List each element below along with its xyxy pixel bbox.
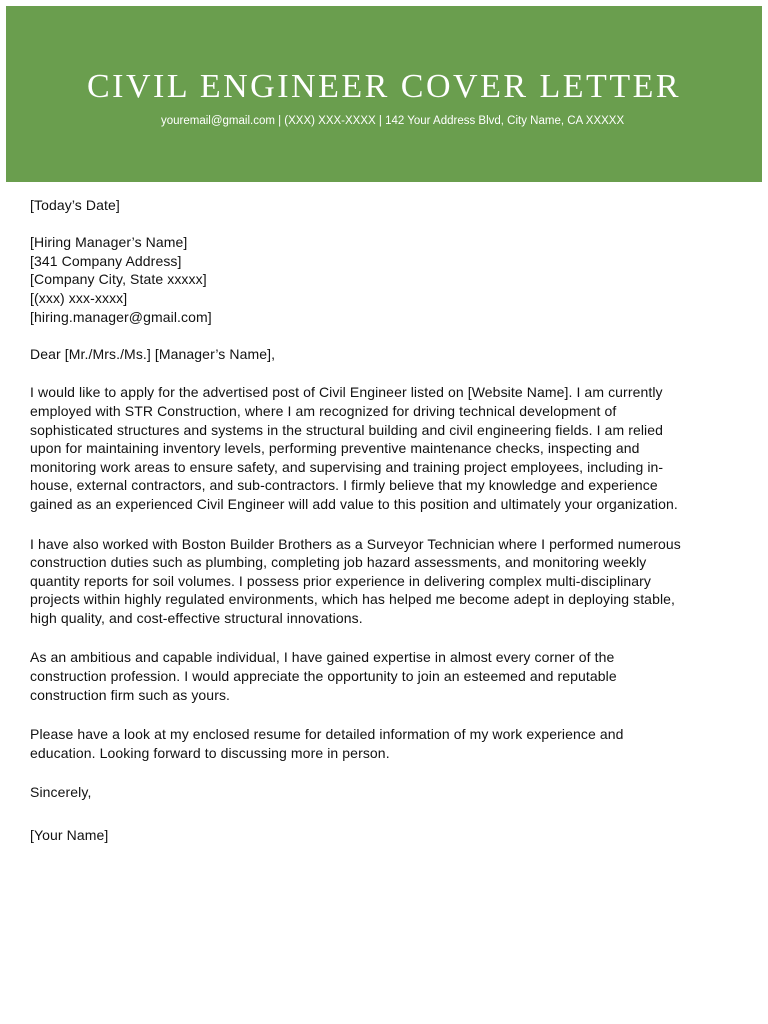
paragraph-line: I would like to apply for the advertised post of Civil Engineer listed on [Website Name]. I am currently bbox=[30, 384, 663, 401]
recipient-city-state: [Company City, State xxxxx] bbox=[30, 271, 207, 288]
paragraph-line: education. Looking forward to discussing more in person. bbox=[30, 744, 390, 761]
paragraph-line: construction profession. I would appreciate the opportunity to join an esteemed and reputable bbox=[30, 668, 617, 685]
letter-date: [Today’s Date] bbox=[30, 197, 120, 213]
salutation: Dear [Mr./Mrs./Ms.] [Manager’s Name], bbox=[30, 345, 276, 362]
recipient-block bbox=[30, 233, 742, 326]
paragraph-line: monitoring work areas to ensure safety, and supervising and training project employees, including in- bbox=[30, 458, 664, 475]
paragraph-line: sophisticated structures and systems in the structural building and civil engineering fields. I am relied bbox=[30, 421, 664, 438]
paragraph-line: gained as an experienced Civil Engineer will add value to this position and ultimately your organization. bbox=[30, 495, 678, 512]
body-paragraph bbox=[30, 648, 742, 704]
paragraph-line: high quality, and cost-effective structural innovations. bbox=[30, 609, 363, 626]
paragraph-line: construction duties such as plumbing, completing job hazard assessments, and monitoring weekly bbox=[30, 554, 647, 571]
paragraph-line: employed with STR Construction, where I am recognized for driving technical development of bbox=[30, 402, 617, 419]
paragraph-line: Please have a look at my enclosed resume for detailed information of my work experience and bbox=[30, 726, 624, 743]
body-paragraph bbox=[30, 383, 742, 513]
recipient-name: [Hiring Manager’s Name] bbox=[30, 234, 188, 251]
contact-info: youremail@gmail.com | (XXX) XXX-XXXX | 142 Your Address Blvd, City Name, CA XXXXX bbox=[161, 115, 625, 127]
body-paragraph bbox=[30, 535, 742, 628]
page-title: CIVIL ENGINEER COVER LETTER bbox=[86, 68, 682, 105]
signature: [Your Name] bbox=[30, 827, 109, 844]
paragraph-line: As an ambitious and capable individual, I have gained expertise in almost every corner of the bbox=[30, 649, 615, 666]
paragraph-line: construction firm such as yours. bbox=[30, 686, 231, 703]
paragraph-line: projects within highly regulated environments, which has helped me become adept in deploying stable, bbox=[30, 591, 676, 608]
recipient-email: [hiring.manager@gmail.com] bbox=[30, 308, 212, 325]
recipient-phone: [(xxx) xxx-xxxx] bbox=[30, 289, 128, 306]
closing: Sincerely, bbox=[30, 784, 92, 801]
paragraph-line: I have also worked with Boston Builder Brothers as a Surveyor Technician where I performed numerous bbox=[30, 535, 681, 552]
paragraph-line: house, external contractors, and sub-contractors. I firmly believe that my knowledge and experience bbox=[30, 477, 658, 494]
letter-body bbox=[30, 196, 742, 845]
recipient-address: [341 Company Address] bbox=[30, 252, 182, 269]
header-banner bbox=[6, 6, 762, 182]
paragraph-line: quantity reports for soil volumes. I possess prior experience in delivering complex multi-disciplinary bbox=[30, 572, 652, 589]
body-paragraph bbox=[30, 725, 742, 762]
paragraph-line: upon for maintaining inventory levels, performing preventive maintenance checks, inspecting and bbox=[30, 440, 640, 457]
